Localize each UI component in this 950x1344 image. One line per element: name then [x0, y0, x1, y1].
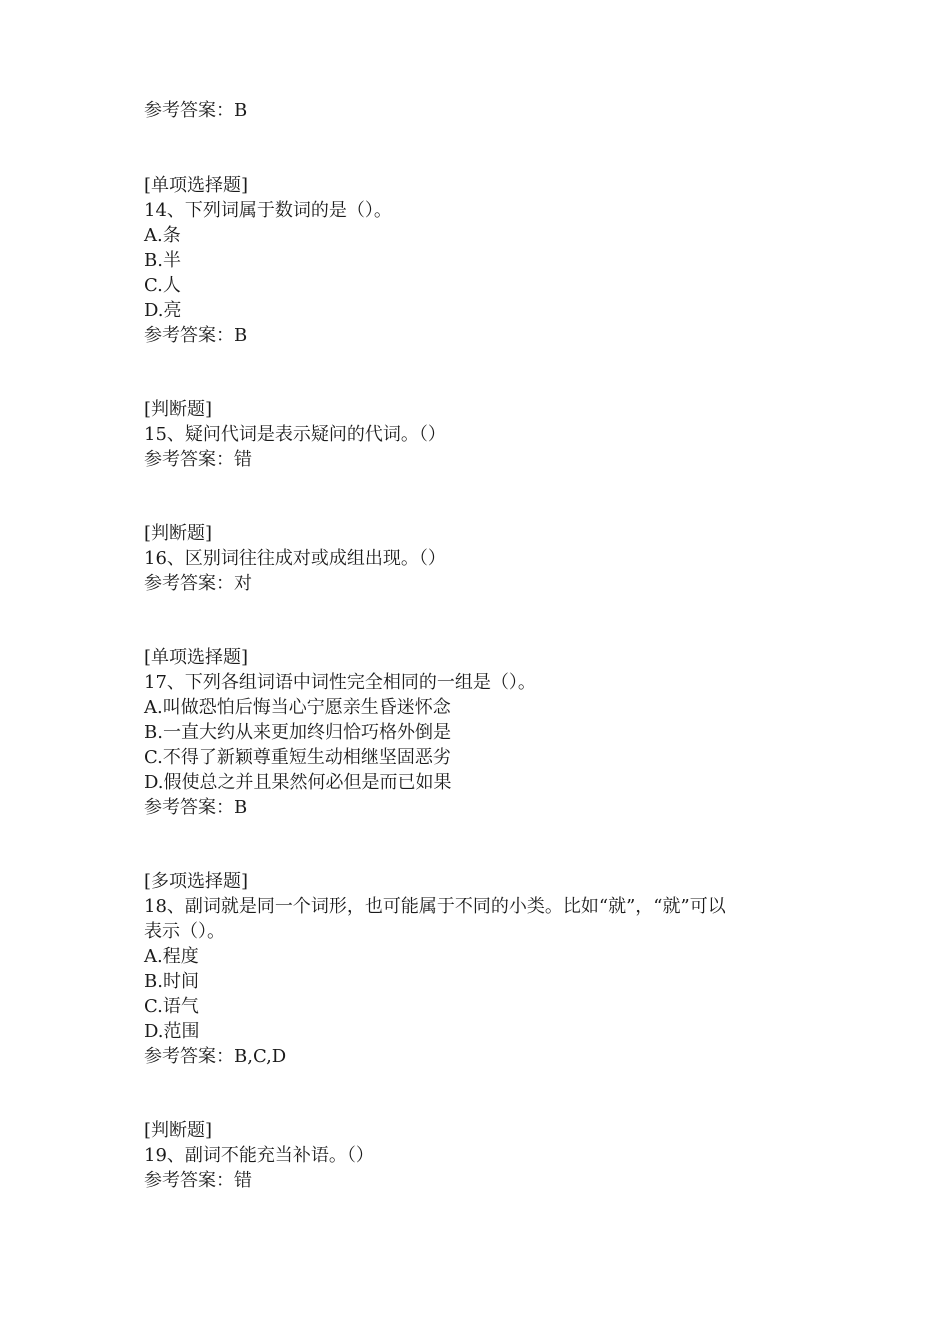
question-14 [144, 173, 804, 348]
answer-line: 参考答案：B [144, 325, 248, 346]
document-page [144, 98, 804, 1193]
question-15 [144, 397, 804, 472]
option-b: B.一直大约从来更加终归恰巧格外倒是 [144, 722, 451, 743]
question-stem: 19、副词不能充当补语。（） [144, 1145, 374, 1166]
question-stem: 18、副词就是同一个词形，也可能属于不同的小类。比如“就”，“就”可以 [144, 896, 726, 917]
question-type: [多项选择题] [144, 871, 249, 892]
option-d: D.假使总之并且果然何必但是而已如果 [144, 772, 452, 793]
question-stem: 16、区别词往往成对或成组出现。（） [144, 548, 446, 569]
answer-line: 参考答案：B,C,D [144, 1046, 287, 1067]
question-type: [单项选择题] [144, 175, 249, 196]
answer-line: 参考答案：B [144, 100, 248, 121]
answer-line: 参考答案：对 [144, 573, 252, 594]
question-19 [144, 1118, 804, 1193]
question-stem-continued: 表示（）。 [144, 921, 225, 942]
option-a: A.叫做恐怕后悔当心宁愿亲生昏迷怀念 [144, 697, 451, 718]
option-a: A.程度 [144, 946, 199, 967]
prev-answer-block [144, 98, 804, 123]
option-d: D.范围 [144, 1021, 200, 1042]
option-b: B.时间 [144, 971, 199, 992]
question-stem: 17、下列各组词语中词性完全相同的一组是（）。 [144, 672, 536, 693]
option-c: C.不得了新颖尊重短生动相继坚固恶劣 [144, 747, 451, 768]
option-a: A.条 [144, 225, 181, 246]
question-type: [判断题] [144, 399, 213, 420]
question-18 [144, 869, 804, 1069]
question-type: [单项选择题] [144, 647, 249, 668]
option-c: C.语气 [144, 996, 199, 1017]
question-stem: 14、下列词属于数词的是（）。 [144, 200, 392, 221]
question-type: [判断题] [144, 1120, 213, 1141]
answer-line: 参考答案：错 [144, 1170, 252, 1191]
question-16 [144, 521, 804, 596]
question-17 [144, 645, 804, 820]
option-d: D.亮 [144, 300, 182, 321]
answer-line: 参考答案：B [144, 797, 248, 818]
option-c: C.人 [144, 275, 181, 296]
option-b: B.半 [144, 250, 181, 271]
answer-line: 参考答案：错 [144, 449, 252, 470]
question-type: [判断题] [144, 523, 213, 544]
question-stem: 15、疑问代词是表示疑问的代词。（） [144, 424, 446, 445]
